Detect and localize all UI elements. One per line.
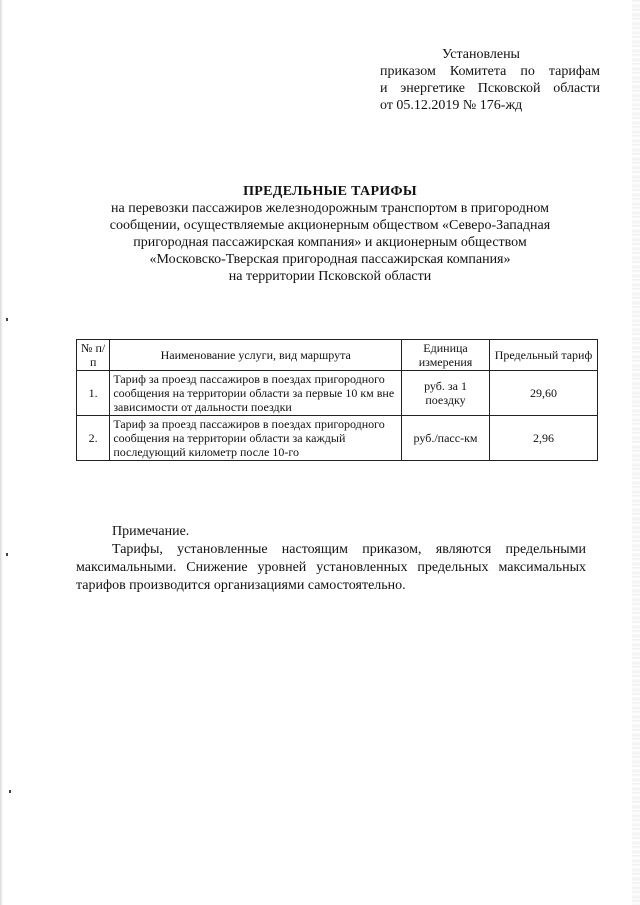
approval-line: и энергетике Псковской области (380, 81, 600, 96)
scan-speck (6, 553, 8, 556)
scan-edge-right (632, 0, 640, 905)
header-price: Предельный тариф (489, 340, 597, 371)
table-row (77, 416, 598, 461)
subtitle-line: «Московско-Тверская пригородная пассажирская компания» (149, 252, 511, 267)
row-unit: руб. за 1 поездку (402, 371, 490, 416)
scan-edge-left (0, 0, 3, 905)
document-title: ПРЕДЕЛЬНЫЕ ТАРИФЫ (243, 184, 417, 199)
note-block (76, 523, 586, 595)
approval-line: приказом Комитета по тарифам (380, 64, 600, 79)
row-price: 2,96 (489, 416, 597, 461)
scan-speck (6, 318, 8, 321)
title-block (60, 183, 600, 285)
header-unit: Единица измерения (402, 340, 490, 371)
row-unit: руб./пасс-км (402, 416, 490, 461)
table-row (77, 371, 598, 416)
note-title: Примечание. (112, 524, 190, 539)
row-num: 2. (77, 416, 110, 461)
header-num: № п/п (77, 340, 110, 371)
approval-block (380, 46, 600, 114)
subtitle-line: пригородная пассажирская компания» и акционерным обществом (133, 235, 527, 250)
row-num: 1. (77, 371, 110, 416)
row-name: Тариф за проезд пассажиров в поездах пригородного сообщения на территории области за первые 10 км вне зависимости от дальности поездки (110, 371, 402, 416)
header-name: Наименование услуги, вид маршрута (110, 340, 402, 371)
row-name: Тариф за проезд пассажиров в поездах пригородного сообщения на территории области за каждый последующий километр после 10-го (110, 416, 402, 461)
note-body: Тарифы, установленные настоящим приказом, являются предельными максимальными. Снижение уровней установленных предельных максимальных тарифов производится организациями самостоятельно. (76, 542, 586, 593)
approval-line: Установлены (442, 47, 520, 62)
subtitle-line: на территории Псковской области (228, 269, 432, 284)
row-price: 29,60 (489, 371, 597, 416)
tariff-table (76, 339, 598, 461)
subtitle-line: на перевозки пассажиров железнодорожным транспортом в пригородном (111, 201, 549, 216)
scan-speck (9, 790, 11, 793)
subtitle-line: сообщении, осуществляемые акционерным обществом «Северо-Западная (109, 218, 551, 233)
table-header-row (77, 340, 598, 371)
approval-date-line: от 05.12.2019 № 176-жд (380, 98, 523, 113)
